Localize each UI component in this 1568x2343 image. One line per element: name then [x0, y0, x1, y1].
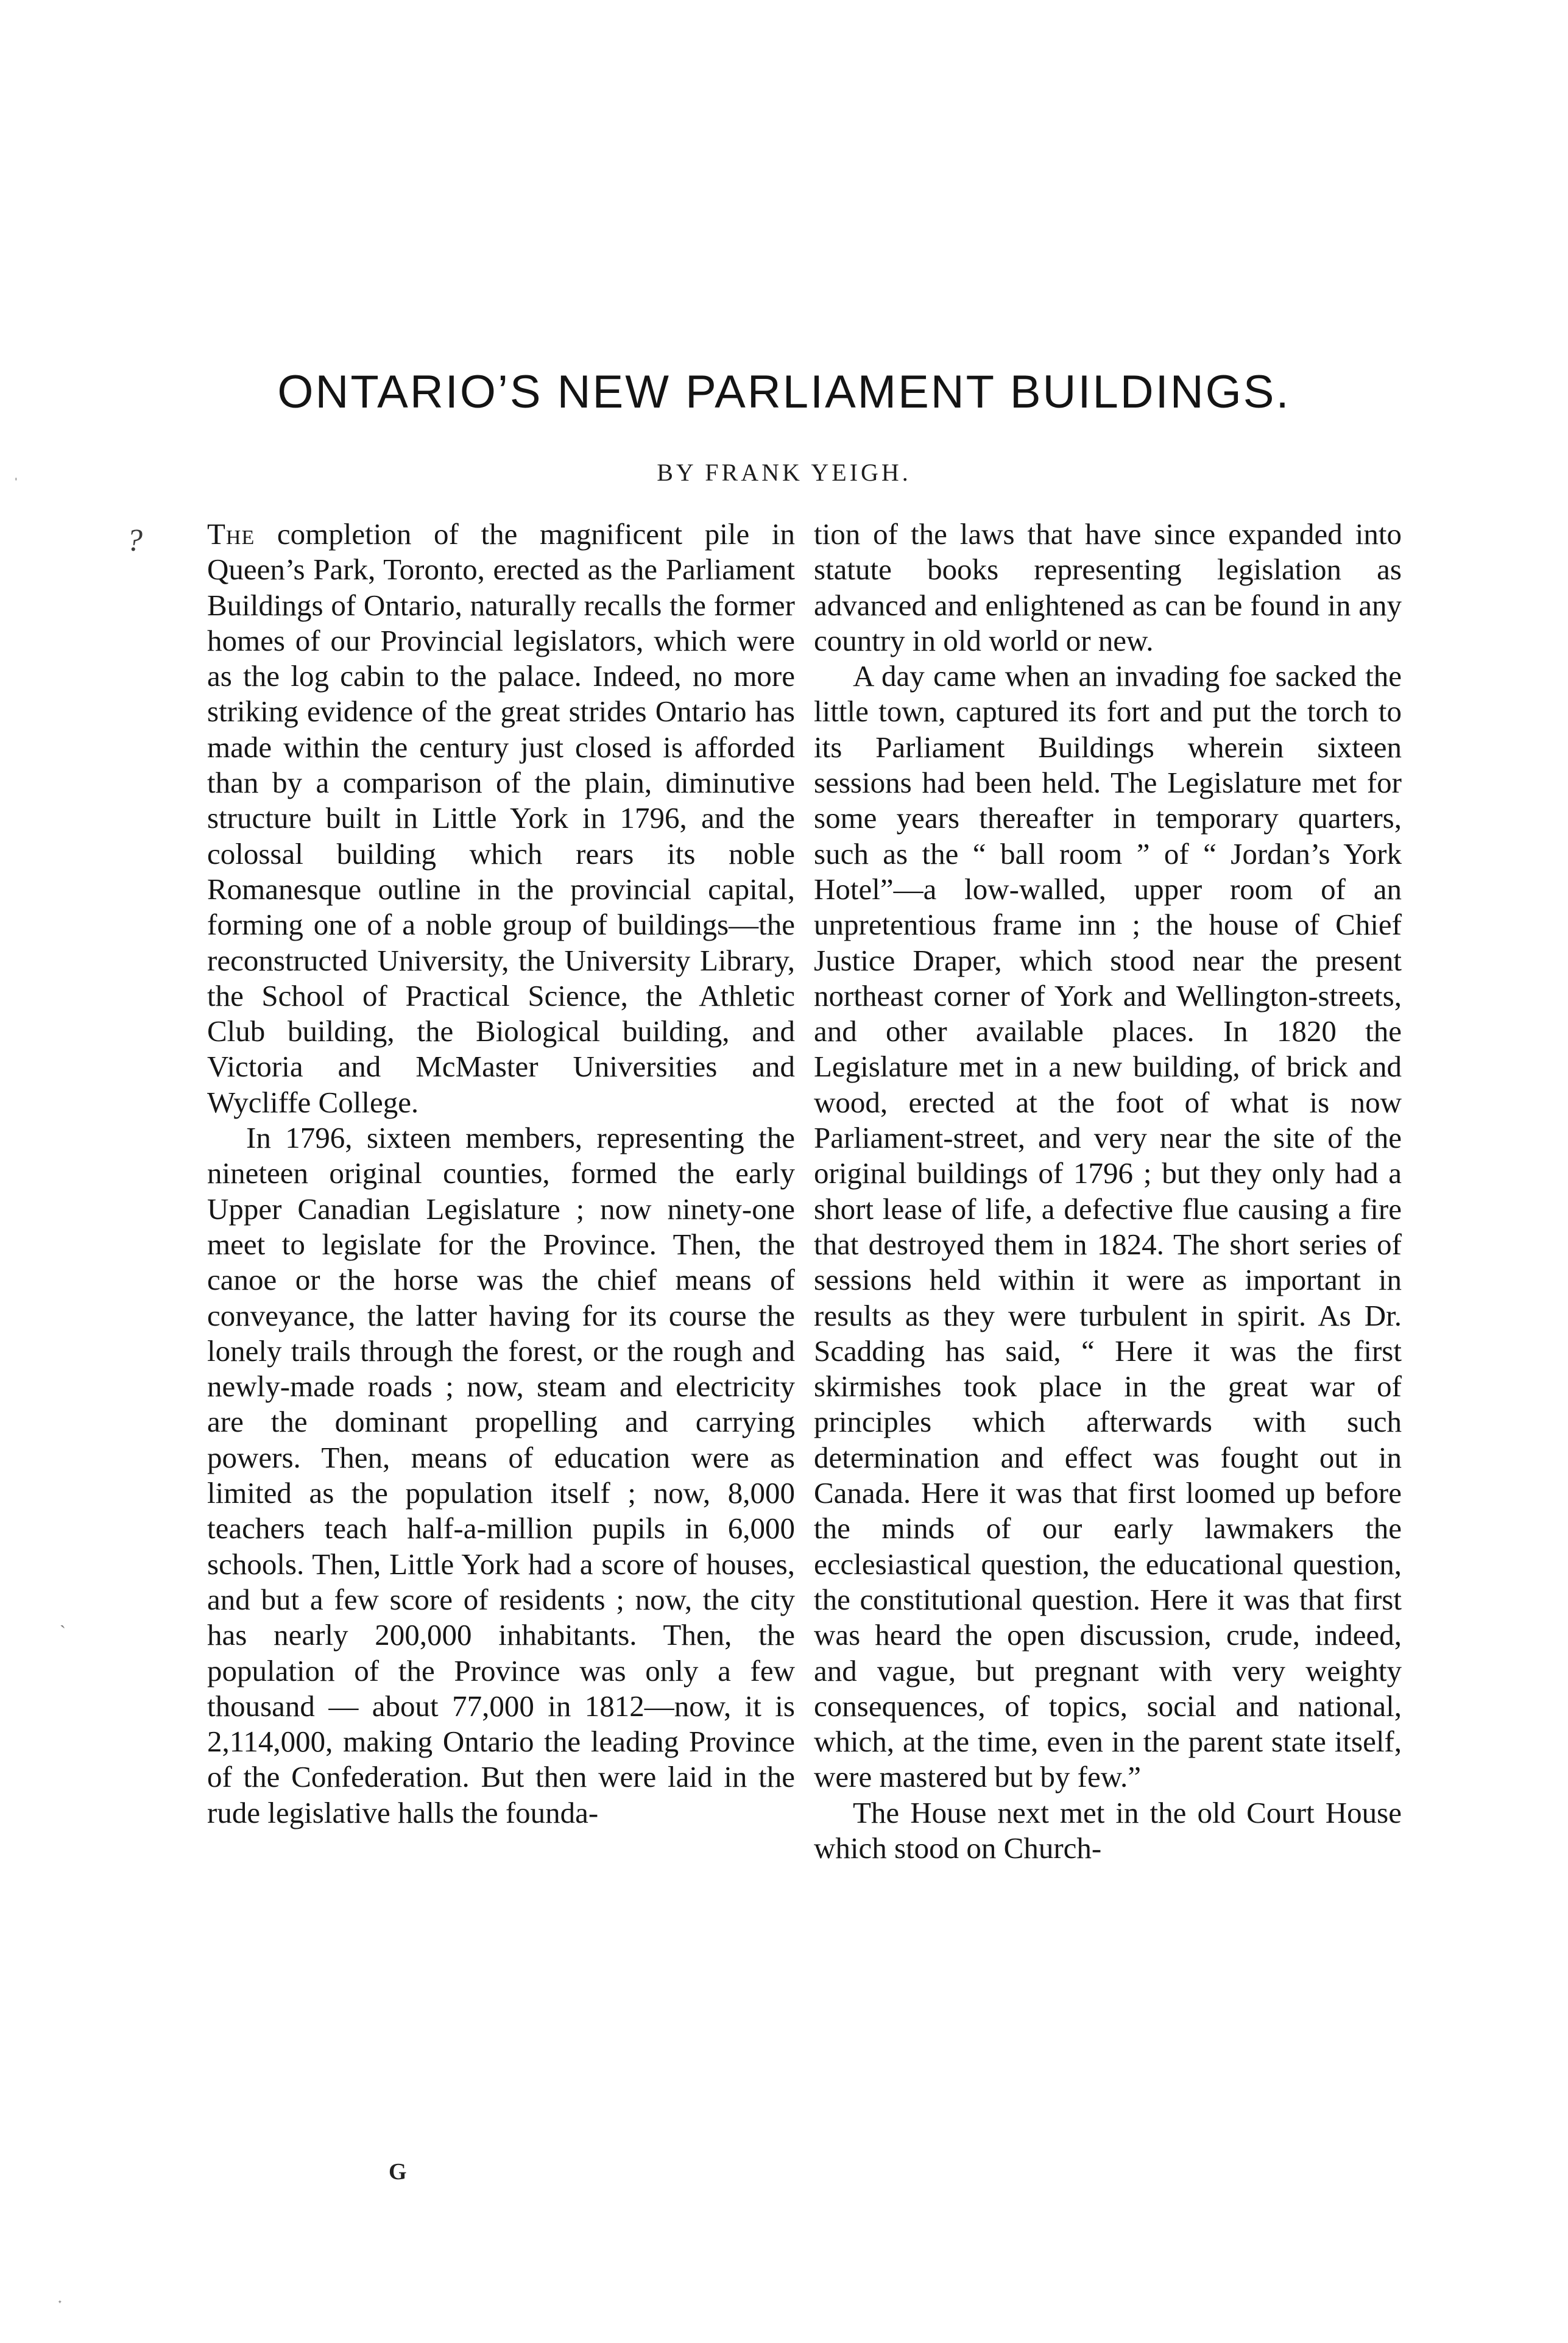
- paragraph-1796: In 1796, sixteen members, representing the nineteen original counties, formed the early Upper Canadian Legislature ; now ninety-one meet to legislate for the Province. Then, the canoe or the horse was the chief means of conveyance, the latter having for its course the lonely trails through the forest, or the rough and newly-made roads ; now, steam and electricity are the dominant propelling and carrying powers. Then, means of education were as limited as the population itself ; now, 8,000 teachers teach half-a-million pupils in 6,000 schools. Then, Little York had a score of houses, and but a few score of residents ; now, the city has nearly 200,000 inhabitants. Then, the population of the Province was only a few thousand — about 77,000 in 1812—now, it is 2,114,000, making Ontario the leading Province of the Confederation. But then were laid in the rude legislative halls the founda-: [207, 1121, 795, 1829]
- margin-question-mark: ?: [127, 523, 143, 558]
- byline: BY FRANK YEIGH.: [657, 459, 911, 486]
- margin-tick-middle: ˏ: [60, 1608, 66, 1628]
- paragraph-opening: [207, 517, 795, 1120]
- opening-lead-word: The: [207, 517, 255, 551]
- paragraph-invading-foe: A day came when an invading foe sacked the little town, captured its fort and put the torch to its Parliament Buildings wherein sixteen sessions had been held. The Legislature met for some years thereafter in temporary quarters, such as the “ ball room ” of “ Jordan’s York Hotel”—a low-walled, upper room of an unpretentious frame inn ; the house of Chief Justice Draper, which stood near the present northeast corner of York and Wellington-streets, and other available places. In 1820 the Legislature met in a new building, of brick and wood, erected at the foot of what is now Parliament-street, and very near the site of the original buildings of 1796 ; but they only had a short lease of life, a defective flue causing a fire that destroyed them in 1824. The short series of sessions held within it were as important in results as they were turbulent in spirit. As Dr. Scadding has said, “ Here it was the first skirmishes took place in the great war of principles which afterwards with such determination and effect was fought out in Canada. Here it was that first loomed up before the minds of our early lawmakers the ecclesiastical question, the educational question, the constitutional question. Here it was that first was heard the open discussion, crude, indeed, and vague, but pregnant with very weighty consequences, of topics, social and national, which, at the time, even in the parent state itself, were mastered but by few.”: [814, 659, 1402, 1794]
- margin-tick-top: ˌ: [13, 463, 19, 481]
- page-title: ONTARIO’S NEW PARLIAMENT BUILDINGS.: [277, 366, 1291, 418]
- left-column: [207, 517, 795, 1831]
- paragraph-continuation: tion of the laws that have since expanded into statute books representing legislation as advanced and enlightened as can be found in any country in old world or new.: [814, 517, 1402, 657]
- paragraph-court-house: The House next met in the old Court House which stood on Church-: [814, 1795, 1402, 1865]
- right-column: [814, 517, 1402, 1866]
- signature-mark: G: [389, 2159, 407, 2185]
- opening-text: completion of the magnificent pile in Queen’s Park, Toronto, erected as the Parliament Buildings of Ontario, naturally recalls the former homes of our Provincial legislators, which were as the log cabin to the palace. Indeed, no more striking evidence of the great strides Ontario has made within the century just closed is afforded than by a comparison of the plain, diminutive structure built in Little York in 1796, and the colossal building which rears its noble Romanesque outline in the provincial capital, forming one of a noble group of buildings—the reconstructed University, the University Library, the School of Practical Science, the Athletic Club building, the Biological building, and Victoria and McMaster Universities and Wycliffe College.: [207, 517, 795, 1119]
- margin-tick-bottom: ˖: [57, 2291, 63, 2308]
